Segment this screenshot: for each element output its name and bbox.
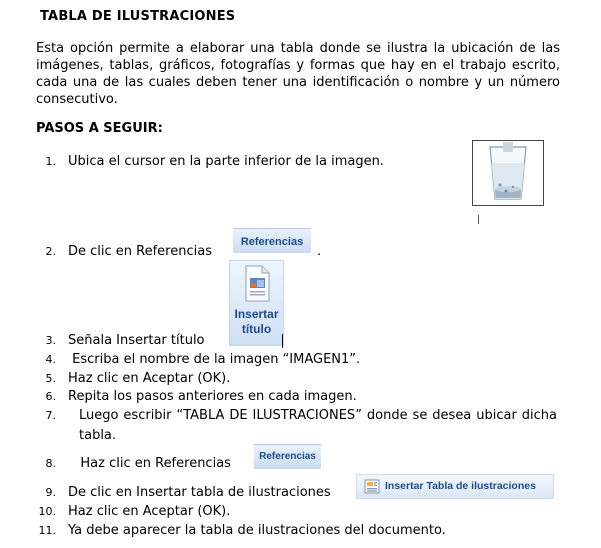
insertar-titulo-button[interactable] [229, 260, 284, 346]
glass-icon [473, 141, 543, 205]
referencias-tab[interactable]: Referencias [233, 228, 311, 253]
table-of-figures-icon [364, 479, 380, 494]
step-text: Luego escribir “TABLA DE ILUSTRACIONES” donde se desea ubicar dicha tabla. [79, 408, 557, 443]
step-11 [34, 523, 446, 538]
glass-image [472, 140, 544, 206]
step-text: Ya debe aparecer la tabla de ilustraciones del documento. [68, 523, 446, 538]
insertar-tabla-label: Insertar Tabla de ilustraciones [385, 480, 536, 492]
step-4 [34, 352, 360, 367]
step-1 [34, 154, 384, 169]
text-cursor [282, 334, 283, 348]
step-text: Haz clic en Aceptar (OK). [68, 371, 231, 386]
step-number: 3. [45, 334, 56, 347]
step-text: Escriba el nombre de la imagen “IMAGEN1”. [68, 352, 361, 367]
step-9 [34, 485, 331, 500]
step-text: Haz clic en Aceptar (OK). [68, 504, 231, 519]
document-title: TABLA DE ILUSTRACIONES [40, 9, 236, 24]
insertar-tabla-ilustraciones-button[interactable] [356, 474, 554, 499]
intro-paragraph: Esta opción permite a elaborar una tabla donde se ilustra la ubicación de las imágenes, tablas, gráficos, fotografías y formas que hay en el trabajo escrito, cada una de las cuales deben tener una identificación o nombre y un número consecutivo. [36, 41, 560, 107]
step-8 [34, 456, 231, 471]
step-2-period: . [317, 244, 322, 259]
step-7 [34, 406, 557, 443]
step-number: 9. [45, 486, 56, 499]
step-number: 6. [45, 390, 56, 403]
step-3 [34, 333, 205, 348]
step-number: 11. [38, 524, 56, 537]
step-text: Haz clic en Referencias [68, 456, 231, 471]
step-number: 2. [45, 245, 56, 258]
insert-caption-icon [243, 265, 271, 303]
step-text: De clic en Referencias [68, 244, 212, 259]
step-number: 4. [45, 353, 56, 366]
step-6 [34, 389, 357, 404]
step-10 [34, 504, 230, 519]
text-cursor-mark [478, 215, 479, 224]
step-number: 1. [45, 155, 56, 168]
referencias-tab-small[interactable]: Referencias [254, 444, 321, 469]
step-text: Señala Insertar título [68, 333, 205, 348]
step-number: 7. [45, 409, 56, 422]
step-number: 8. [45, 457, 56, 470]
step-text: De clic en Insertar tabla de ilustraciones [68, 485, 331, 500]
step-number: 5. [45, 372, 56, 385]
step-text: Repita los pasos anteriores en cada imagen. [68, 389, 357, 404]
step-2 [34, 244, 212, 259]
insertar-titulo-label: Insertar título [234, 307, 279, 336]
step-number: 10. [38, 505, 56, 518]
steps-heading: PASOS A SEGUIR: [36, 121, 163, 136]
step-text: Ubica el cursor en la parte inferior de la imagen. [68, 154, 384, 169]
step-5 [34, 371, 230, 386]
